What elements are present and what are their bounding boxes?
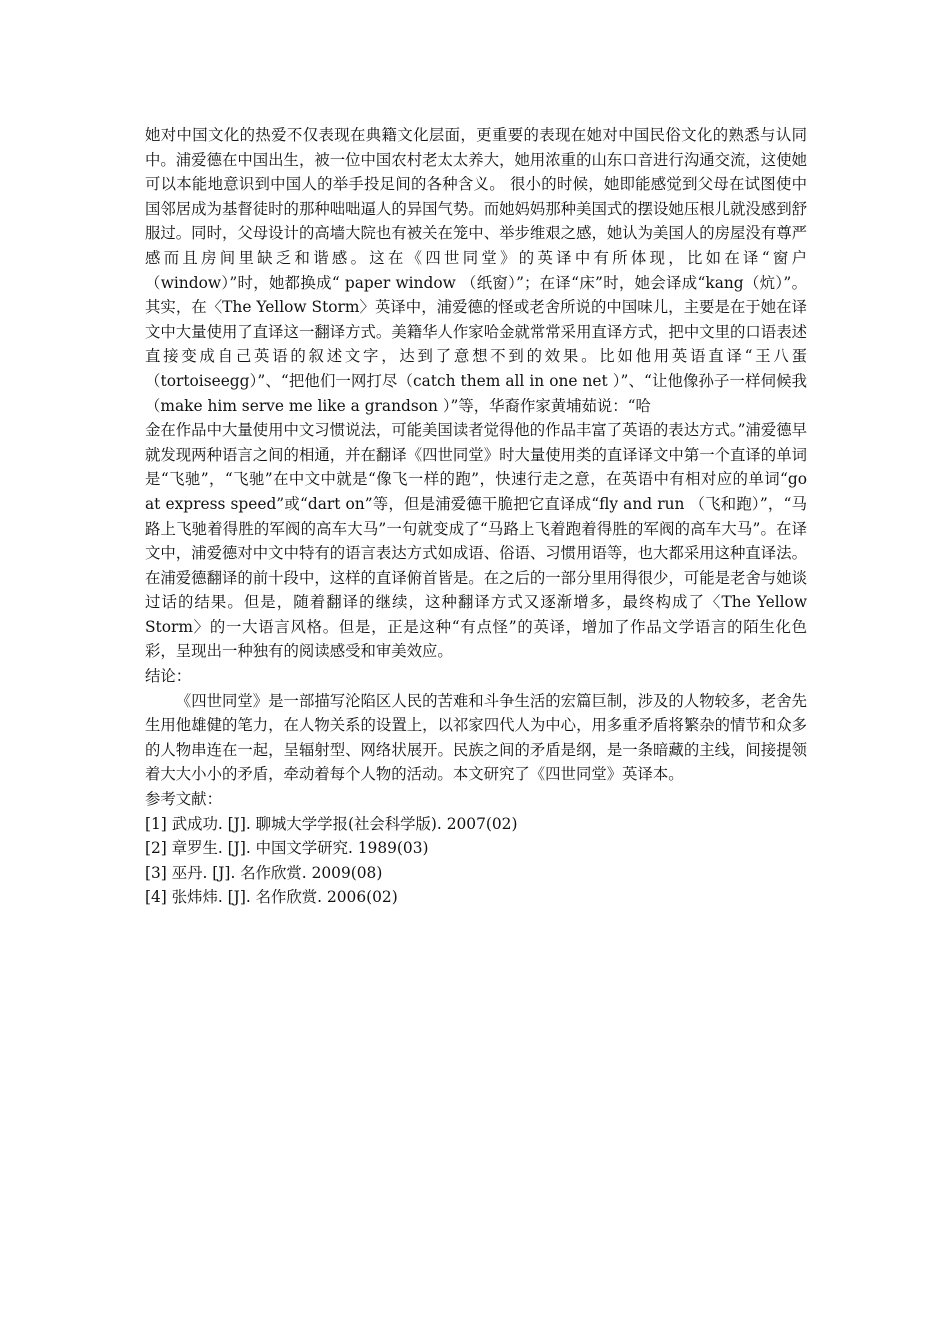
reference-item: [3] 巫丹. [J]. 名作欣赏. 2009(08) [145,863,383,882]
references-heading: 参考文献： [145,790,222,809]
conclusion-heading: 结论： [145,667,192,686]
body-paragraph: 金在作品中大量使用中文习惯说法，可能美国读者觉得他的作品丰富了英语的表达方式。”浦爱德早就发现两种语言之间的相通，并在翻译《四世同堂》时大量使用类的直译译文中第一个直译的单词是“飞驰”，“飞驰”在中文中就是“像飞一样的跑”，快速行走之意，在英语中有相对应的单词“go at express speed”或“dart on”等，但是浦爱德干脆把它直译成“fly and run （飞和跑）”，“马路上飞驰着得胜的军阀的高车大马”一句就变成了“马路上飞着跑着得胜的军阀的高车大马”。在译文中，浦爱德对中文中特有的语言表达方式如成语、俗语、习惯用语等，也大都采用这种直译法。在浦爱德翻译的前十段中，这样的直译俯首皆是。在之后的一部分里用得很少，可能是老舍与她谈过话的结果。但是，随着翻译的继续，这种翻译方式又逐渐增多，最终构成了〈The Yellow Storm〉的一大语言风格。但是，正是这种“有点怪”的英译，增加了作品文学语言的陌生化色彩，呈现出一种独有的阅读感受和审美效应。 [145,421,807,661]
body-paragraph: 她对中国文化的热爱不仅表现在典籍文化层面，更重要的表现在她对中国民俗文化的熟悉与认同中。浦爱德在中国出生，被一位中国农村老太太养大，她用浓重的山东口音进行沟通交流，这使她可以本能地意识到中国人的举手投足间的各种含义。 很小的时候，她即能感觉到父母在试图使中国邻居成为基督徒时的那种咄咄逼人的异国气势。而她妈妈那种美国式的摆设她压根儿就没感到舒服过。同时，父母设计的高墙大院也有被关在笼中、举步维艰之感，她认为美国人的房屋没有尊严感而且房间里缺乏和谐感。这在《四世同堂》的英译中有所体现，比如在译“窗户（window）”时，她都换成“ paper window （纸窗）”；在译“床”时，她会译成“kang（炕）”。其实，在〈The Yellow Storm〉英译中，浦爱德的怪或老舍所说的中国味儿，主要是在于她在译文中大量使用了直译这一翻译方式。美籍华人作家哈金就常常采用直译方式，把中文里的口语表述直接变成自己英语的叙述文字，达到了意想不到的效果。比如他用英语直译“王八蛋（tortoiseegg）”、“把他们一网打尽（catch them all in one net ）”、“让他像孙子一样伺候我（make him serve me like a grandson ）”等，华裔作家黄埔茹说：“哈 [145,126,807,415]
reference-item: [4] 张炜炜. [J]. 名作欣赏. 2006(02) [145,888,398,907]
reference-item: [1] 武成功. [J]. 聊城大学学报(社会科学版). 2007(02) [145,814,518,833]
reference-list [145,812,807,910]
document-page [145,123,807,910]
reference-item: [2] 章罗生. [J]. 中国文学研究. 1989(03) [145,839,429,858]
conclusion-paragraph: 《四世同堂》是一部描写沦陷区人民的苦难和斗争生活的宏篇巨制，涉及的人物较多，老舍先生用他雄健的笔力，在人物关系的设置上，以祁家四代人为中心，用多重矛盾将繁杂的情节和众多的人物串连在一起，呈辐射型、网络状展开。民族之间的矛盾是纲，是一条暗藏的主线，间接提领着大大小小的矛盾，牵动着每个人物的活动。本文研究了《四世同堂》英译本。 [145,691,807,784]
